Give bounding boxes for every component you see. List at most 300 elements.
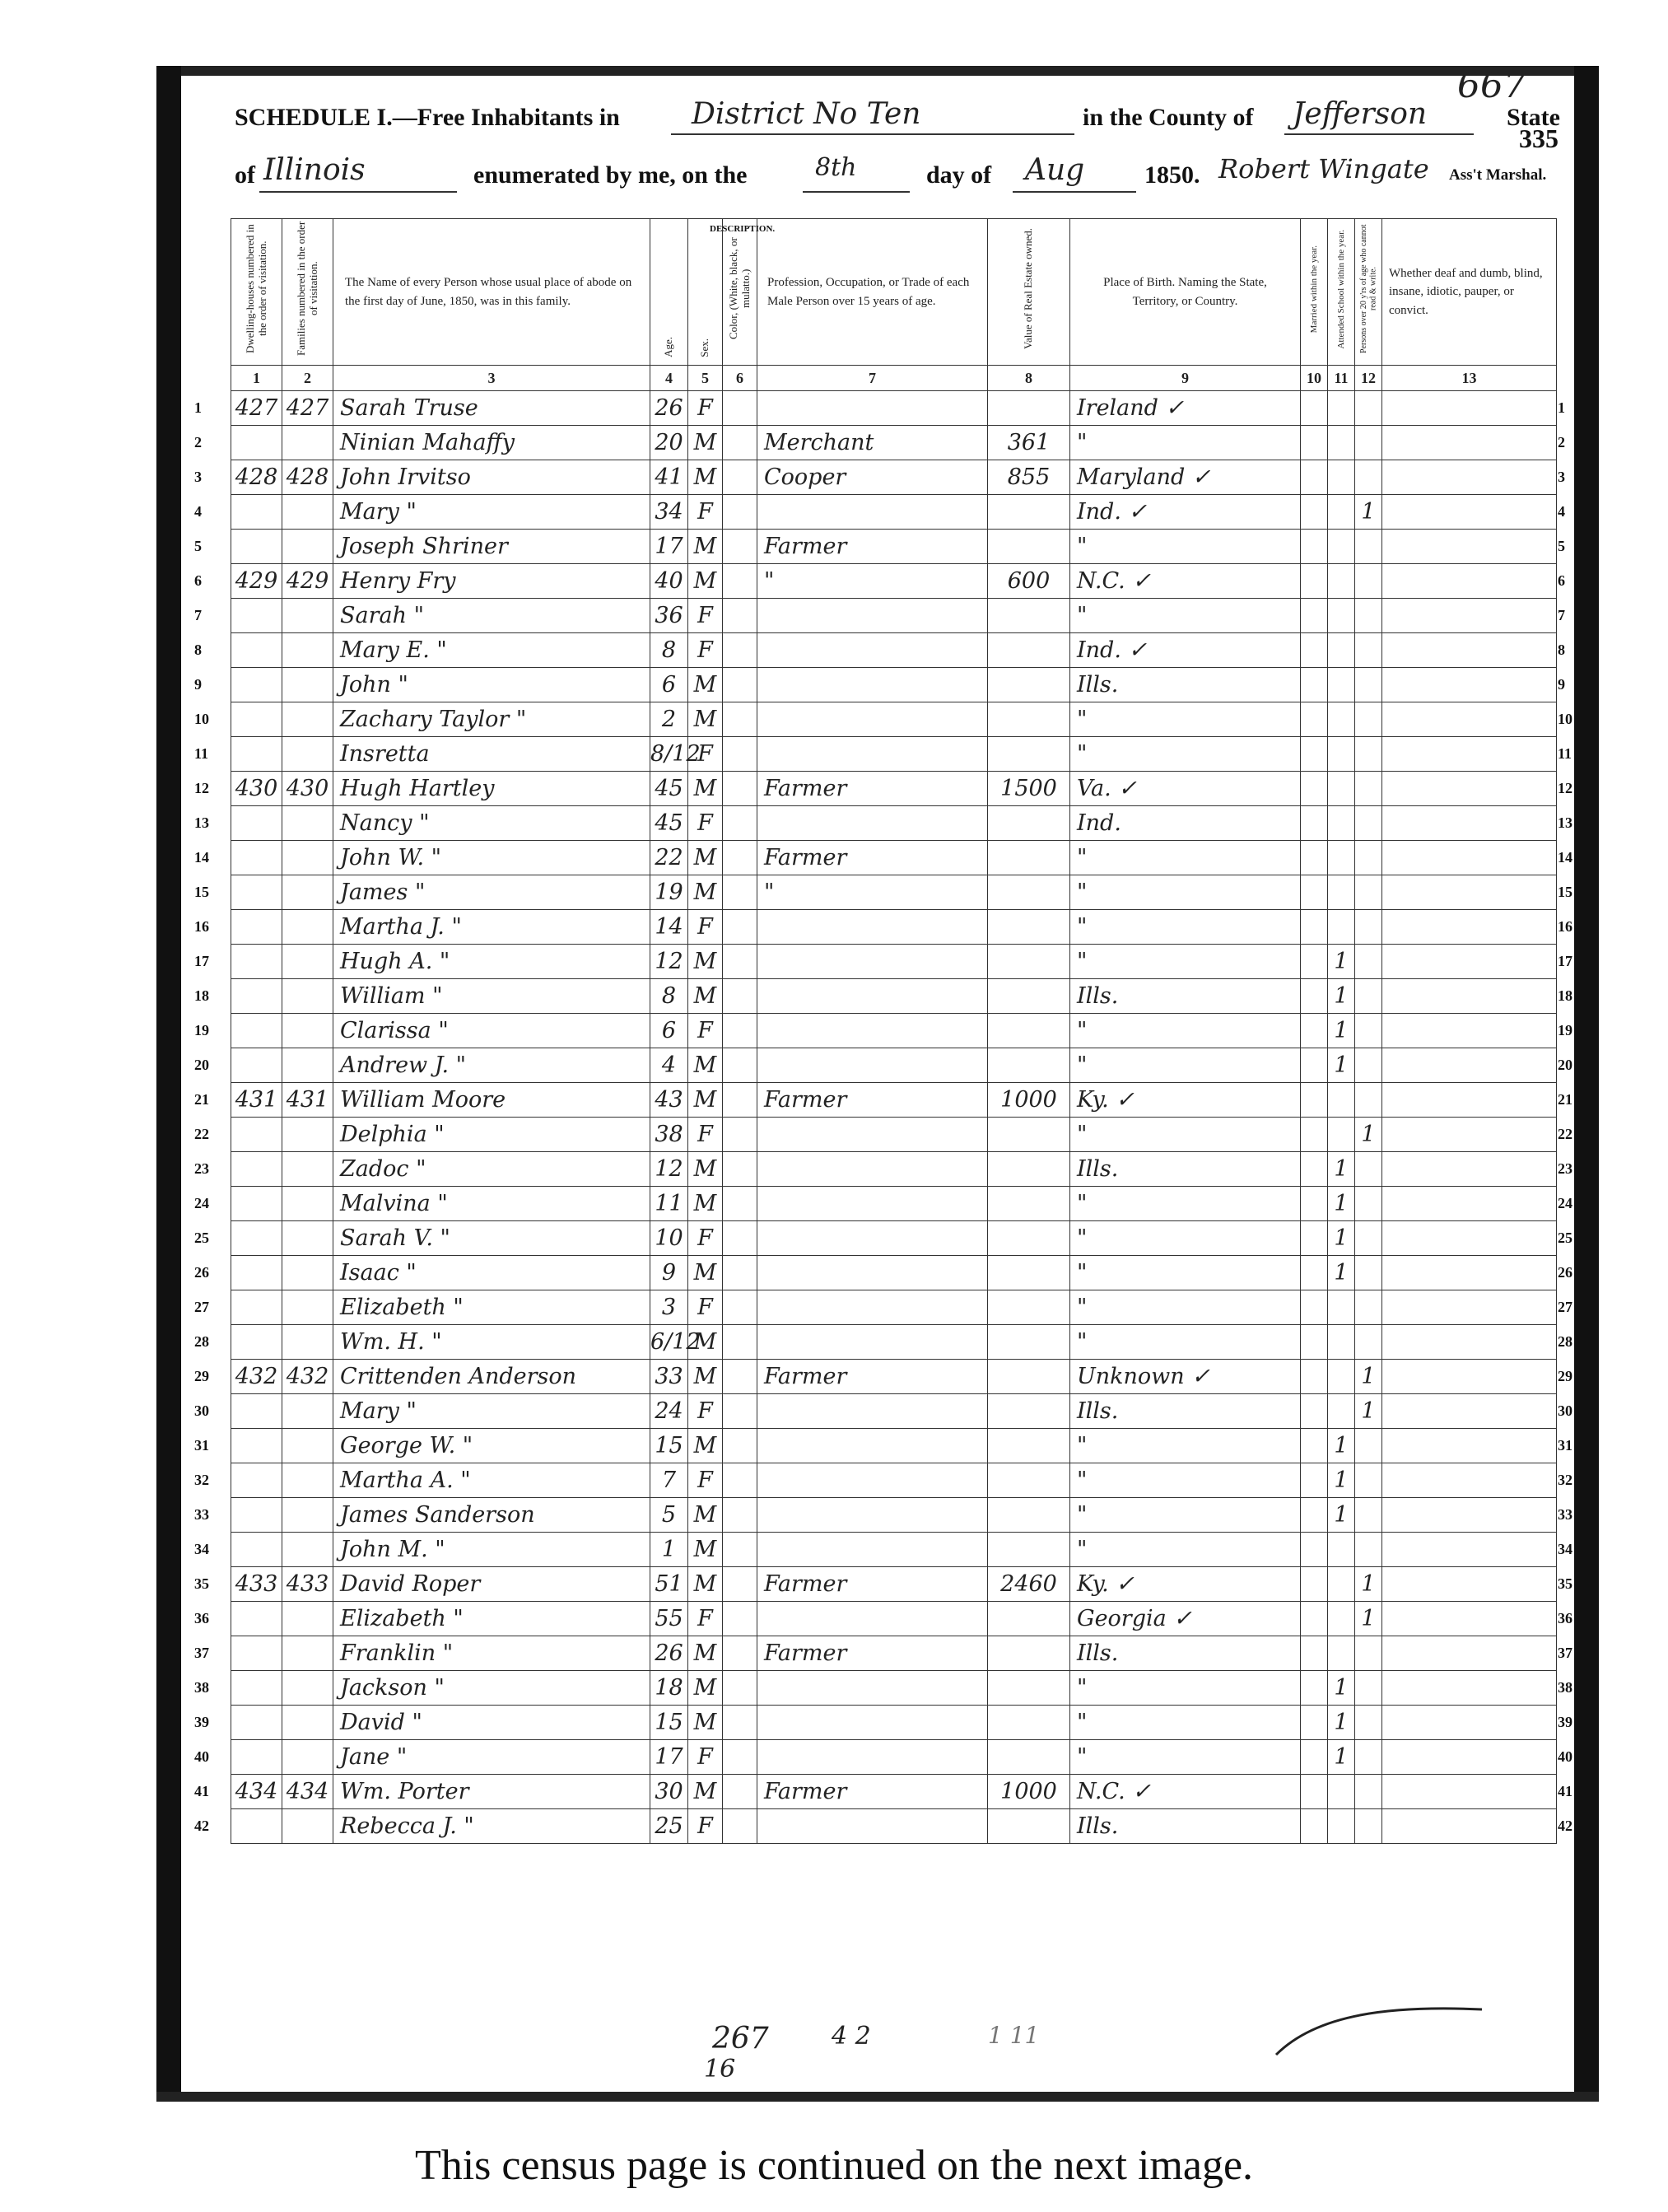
cell-occupation: [757, 702, 988, 737]
cell-married: [1301, 530, 1328, 564]
row-number-left: 3: [194, 468, 202, 485]
cell-sex: M: [688, 1429, 723, 1463]
cell-condition: [1382, 1221, 1557, 1256]
cell-family-number: [282, 1740, 333, 1775]
cell-married: [1301, 1360, 1328, 1394]
cell-cannot-read-write: [1355, 1533, 1382, 1567]
cell-color: [723, 1567, 757, 1602]
cell-real-estate-value: [988, 1636, 1070, 1671]
cell-age: 19: [650, 875, 688, 910]
cell-dwelling-number: [231, 1325, 282, 1360]
cell-age: 17: [650, 1740, 688, 1775]
cell-married: [1301, 1221, 1328, 1256]
table-row: [231, 1463, 1557, 1498]
cell-birthplace: N.C. ✓: [1070, 564, 1301, 599]
table-row: [231, 841, 1557, 875]
cell-dwelling-number: [231, 1463, 282, 1498]
cell-person-name: Insretta: [333, 737, 650, 772]
cell-real-estate-value: [988, 1394, 1070, 1429]
cell-cannot-read-write: 1: [1355, 1567, 1382, 1602]
day-value: 8th: [815, 153, 857, 182]
column-number: 7: [757, 366, 988, 391]
cell-family-number: [282, 979, 333, 1014]
cell-condition: [1382, 1498, 1557, 1533]
row-number-left: 4: [194, 502, 202, 520]
cell-condition: [1382, 841, 1557, 875]
cell-dwelling-number: 430: [231, 772, 282, 806]
cell-person-name: Jane ": [333, 1740, 650, 1775]
row-number-left: 15: [194, 883, 209, 900]
cell-occupation: ": [757, 875, 988, 910]
table-row: [231, 1740, 1557, 1775]
tally-total-d: 1 11: [988, 2022, 1040, 2049]
table-row: [231, 806, 1557, 841]
cell-cannot-read-write: [1355, 910, 1382, 945]
cell-occupation: [757, 1118, 988, 1152]
table-row: [231, 599, 1557, 633]
cell-attended-school: 1: [1328, 1429, 1355, 1463]
cell-family-number: [282, 1256, 333, 1290]
cell-birthplace: ": [1070, 875, 1301, 910]
table-row: [231, 1256, 1557, 1290]
cell-family-number: [282, 1706, 333, 1740]
cell-married: [1301, 945, 1328, 979]
cell-real-estate-value: [988, 391, 1070, 426]
row-number-right: 11: [1558, 744, 1572, 762]
cell-age: 36: [650, 599, 688, 633]
cell-color: [723, 1740, 757, 1775]
cell-married: [1301, 1775, 1328, 1809]
cell-color: [723, 1290, 757, 1325]
col-color-header: Color, (White, black, or mulatto.): [723, 219, 757, 366]
cell-dwelling-number: [231, 1429, 282, 1463]
table-row: [231, 1636, 1557, 1671]
description-group-label: DESCRIPTION.: [710, 224, 776, 234]
table-row: [231, 737, 1557, 772]
cell-color: [723, 1498, 757, 1533]
cell-age: 30: [650, 1775, 688, 1809]
cell-dwelling-number: [231, 841, 282, 875]
cell-married: [1301, 1567, 1328, 1602]
cell-occupation: [757, 1325, 988, 1360]
cell-occupation: Farmer: [757, 1083, 988, 1118]
cell-color: [723, 495, 757, 530]
cell-person-name: Zachary Taylor ": [333, 702, 650, 737]
cell-birthplace: ": [1070, 1706, 1301, 1740]
cell-condition: [1382, 460, 1557, 495]
cell-color: [723, 1118, 757, 1152]
row-number-left: 24: [194, 1194, 209, 1211]
cell-age: 20: [650, 426, 688, 460]
cell-occupation: [757, 1048, 988, 1083]
cell-birthplace: ": [1070, 702, 1301, 737]
cell-occupation: [757, 1394, 988, 1429]
cell-birthplace: ": [1070, 1048, 1301, 1083]
cell-sex: M: [688, 1048, 723, 1083]
cell-sex: M: [688, 1325, 723, 1360]
cell-color: [723, 1602, 757, 1636]
row-number-right: 13: [1558, 814, 1572, 831]
col-age-header: Age.: [650, 219, 688, 366]
cell-age: 14: [650, 910, 688, 945]
cell-married: [1301, 1533, 1328, 1567]
row-number-right: 28: [1558, 1332, 1572, 1350]
cell-attended-school: [1328, 1083, 1355, 1118]
cell-birthplace: ": [1070, 1671, 1301, 1706]
cell-birthplace: ": [1070, 945, 1301, 979]
cell-color: [723, 737, 757, 772]
cell-birthplace: Maryland ✓: [1070, 460, 1301, 495]
cell-birthplace: Ind. ✓: [1070, 495, 1301, 530]
district-underline: [671, 133, 1074, 135]
enumerated-label: enumerated by me, on the: [473, 161, 748, 189]
cell-birthplace: Ind.: [1070, 806, 1301, 841]
cell-occupation: [757, 599, 988, 633]
cell-person-name: Martha A. ": [333, 1463, 650, 1498]
cell-color: [723, 1083, 757, 1118]
cell-cannot-read-write: [1355, 1775, 1382, 1809]
row-number-left: 16: [194, 917, 209, 935]
cell-condition: [1382, 530, 1557, 564]
column-number: 9: [1070, 366, 1301, 391]
cell-birthplace: Ky. ✓: [1070, 1083, 1301, 1118]
cell-attended-school: [1328, 668, 1355, 702]
cell-sex: M: [688, 1533, 723, 1567]
cell-sex: F: [688, 1809, 723, 1844]
row-number-left: 11: [194, 744, 209, 762]
row-number-right: 25: [1558, 1229, 1572, 1246]
row-number-left: 25: [194, 1229, 209, 1246]
cell-cannot-read-write: [1355, 1048, 1382, 1083]
table-row: [231, 460, 1557, 495]
cell-person-name: Mary E. ": [333, 633, 650, 668]
cell-condition: [1382, 945, 1557, 979]
cell-age: 8: [650, 979, 688, 1014]
cell-family-number: [282, 1187, 333, 1221]
cell-real-estate-value: [988, 1463, 1070, 1498]
cell-color: [723, 460, 757, 495]
cell-birthplace: ": [1070, 1498, 1301, 1533]
cell-real-estate-value: [988, 841, 1070, 875]
cell-married: [1301, 1187, 1328, 1221]
table-row: [231, 1567, 1557, 1602]
row-number-right: 29: [1558, 1367, 1572, 1384]
row-number-left: 37: [194, 1644, 209, 1661]
cell-real-estate-value: [988, 495, 1070, 530]
cell-dwelling-number: [231, 1152, 282, 1187]
table-row: [231, 1706, 1557, 1740]
cell-real-estate-value: [988, 1602, 1070, 1636]
cell-sex: M: [688, 945, 723, 979]
cell-married: [1301, 1602, 1328, 1636]
cell-sex: F: [688, 1602, 723, 1636]
cell-real-estate-value: [988, 1221, 1070, 1256]
cell-real-estate-value: 1000: [988, 1083, 1070, 1118]
cell-cannot-read-write: [1355, 945, 1382, 979]
cell-person-name: Crittenden Anderson: [333, 1360, 650, 1394]
cell-cannot-read-write: 1: [1355, 495, 1382, 530]
cell-color: [723, 945, 757, 979]
cell-dwelling-number: 431: [231, 1083, 282, 1118]
cell-color: [723, 806, 757, 841]
column-number: 6: [723, 366, 757, 391]
column-number: 2: [282, 366, 333, 391]
cell-cannot-read-write: [1355, 875, 1382, 910]
table-row: [231, 495, 1557, 530]
table-row: [231, 772, 1557, 806]
cell-birthplace: Ills.: [1070, 979, 1301, 1014]
cell-condition: [1382, 391, 1557, 426]
cell-person-name: Hugh Hartley: [333, 772, 650, 806]
cell-sex: M: [688, 979, 723, 1014]
cell-sex: M: [688, 668, 723, 702]
cell-occupation: Cooper: [757, 460, 988, 495]
cell-sex: F: [688, 599, 723, 633]
table-row: [231, 391, 1557, 426]
cell-age: 43: [650, 1083, 688, 1118]
cell-sex: M: [688, 1775, 723, 1809]
row-number-left: 6: [194, 572, 202, 589]
cell-real-estate-value: [988, 1498, 1070, 1533]
cell-sex: M: [688, 1152, 723, 1187]
cell-color: [723, 875, 757, 910]
row-number-left: 8: [194, 641, 202, 658]
cell-cannot-read-write: [1355, 1187, 1382, 1221]
cell-person-name: David Roper: [333, 1567, 650, 1602]
cell-attended-school: [1328, 391, 1355, 426]
table-row: [231, 1187, 1557, 1221]
cell-sex: M: [688, 1083, 723, 1118]
cell-birthplace: N.C. ✓: [1070, 1775, 1301, 1809]
cell-married: [1301, 1671, 1328, 1706]
cell-real-estate-value: [988, 633, 1070, 668]
continuation-note: This census page is continued on the next image.: [414, 2142, 1254, 2189]
cell-sex: M: [688, 1636, 723, 1671]
district-value: District No Ten: [692, 97, 921, 131]
cell-dwelling-number: [231, 530, 282, 564]
cell-cannot-read-write: [1355, 460, 1382, 495]
row-number-left: 38: [194, 1678, 209, 1696]
cell-cannot-read-write: [1355, 530, 1382, 564]
cell-married: [1301, 875, 1328, 910]
col-dwelling-header: Dwelling-houses numbered in the order of visitation.: [231, 219, 282, 366]
cell-family-number: [282, 1152, 333, 1187]
row-number-left: 2: [194, 433, 202, 450]
cell-condition: [1382, 668, 1557, 702]
cell-occupation: [757, 945, 988, 979]
cell-married: [1301, 495, 1328, 530]
cell-occupation: [757, 1671, 988, 1706]
cell-cannot-read-write: [1355, 841, 1382, 875]
state-value: Illinois: [263, 153, 366, 187]
cell-person-name: William ": [333, 979, 650, 1014]
cell-color: [723, 841, 757, 875]
cell-person-name: Franklin ": [333, 1636, 650, 1671]
row-number-right: 2: [1558, 433, 1565, 450]
row-number-right: 4: [1558, 502, 1565, 520]
cell-color: [723, 599, 757, 633]
cell-family-number: 431: [282, 1083, 333, 1118]
cell-color: [723, 1256, 757, 1290]
cell-person-name: Clarissa ": [333, 1014, 650, 1048]
day-underline: [803, 191, 910, 193]
cell-dwelling-number: [231, 495, 282, 530]
cell-age: 5: [650, 1498, 688, 1533]
cell-dwelling-number: [231, 945, 282, 979]
cell-condition: [1382, 1567, 1557, 1602]
col-condition-header: Whether deaf and dumb, blind, insane, idiotic, pauper, or convict.: [1382, 219, 1557, 366]
cell-age: 55: [650, 1602, 688, 1636]
cell-dwelling-number: [231, 633, 282, 668]
cell-birthplace: Unknown ✓: [1070, 1360, 1301, 1394]
cell-cannot-read-write: [1355, 1636, 1382, 1671]
cell-attended-school: [1328, 910, 1355, 945]
row-number-left: 30: [194, 1402, 209, 1419]
cell-sex: F: [688, 391, 723, 426]
cell-married: [1301, 1809, 1328, 1844]
cell-occupation: [757, 979, 988, 1014]
row-number-left: 31: [194, 1436, 209, 1454]
row-number-left: 42: [194, 1817, 209, 1834]
cell-dwelling-number: 427: [231, 391, 282, 426]
marshal-name: Robert Wingate: [1218, 153, 1429, 184]
cell-birthplace: Ills.: [1070, 1152, 1301, 1187]
cell-family-number: [282, 1429, 333, 1463]
cell-sex: F: [688, 1290, 723, 1325]
cell-married: [1301, 599, 1328, 633]
cell-occupation: [757, 1221, 988, 1256]
cell-family-number: 434: [282, 1775, 333, 1809]
cell-color: [723, 910, 757, 945]
cell-married: [1301, 1083, 1328, 1118]
cell-birthplace: ": [1070, 1256, 1301, 1290]
county-value: Jefferson: [1293, 97, 1428, 131]
cell-real-estate-value: [988, 875, 1070, 910]
cell-dwelling-number: [231, 1533, 282, 1567]
cell-cannot-read-write: [1355, 737, 1382, 772]
cell-sex: M: [688, 426, 723, 460]
row-number-left: 12: [194, 779, 209, 796]
cell-birthplace: Va. ✓: [1070, 772, 1301, 806]
cell-condition: [1382, 564, 1557, 599]
month-value: Aug: [1025, 153, 1085, 187]
cell-birthplace: ": [1070, 910, 1301, 945]
table-row: [231, 1671, 1557, 1706]
table-row: [231, 1048, 1557, 1083]
cell-person-name: John Irvitso: [333, 460, 650, 495]
cell-age: 8/12: [650, 737, 688, 772]
cell-married: [1301, 668, 1328, 702]
county-underline: [1284, 133, 1474, 135]
cell-cannot-read-write: [1355, 668, 1382, 702]
row-number-right: 30: [1558, 1402, 1572, 1419]
scan-border-left: [156, 66, 181, 2100]
cell-age: 40: [650, 564, 688, 599]
column-number: 10: [1301, 366, 1328, 391]
cell-person-name: Wm. Porter: [333, 1775, 650, 1809]
cell-dwelling-number: [231, 668, 282, 702]
cell-birthplace: Ky. ✓: [1070, 1567, 1301, 1602]
county-label: in the County of: [1083, 104, 1254, 131]
cell-real-estate-value: [988, 1048, 1070, 1083]
cell-real-estate-value: [988, 1360, 1070, 1394]
row-number-left: 13: [194, 814, 209, 831]
cell-occupation: Farmer: [757, 530, 988, 564]
cell-married: [1301, 806, 1328, 841]
cell-occupation: [757, 1152, 988, 1187]
cell-sex: M: [688, 460, 723, 495]
cell-condition: [1382, 1360, 1557, 1394]
cell-real-estate-value: [988, 1671, 1070, 1706]
cell-sex: F: [688, 495, 723, 530]
cell-occupation: [757, 806, 988, 841]
cell-age: 9: [650, 1256, 688, 1290]
cell-sex: F: [688, 910, 723, 945]
row-number-left: 14: [194, 848, 209, 866]
row-number-right: 27: [1558, 1298, 1572, 1315]
cell-condition: [1382, 1706, 1557, 1740]
cell-sex: M: [688, 1256, 723, 1290]
table-row: [231, 1118, 1557, 1152]
cell-family-number: [282, 1048, 333, 1083]
cell-sex: F: [688, 1221, 723, 1256]
cell-person-name: Nancy ": [333, 806, 650, 841]
cell-real-estate-value: [988, 1325, 1070, 1360]
cell-dwelling-number: [231, 737, 282, 772]
row-number-right: 20: [1558, 1056, 1572, 1073]
state-label: State: [1507, 104, 1560, 131]
cell-family-number: [282, 599, 333, 633]
row-number-right: 8: [1558, 641, 1565, 658]
cell-person-name: Delphia ": [333, 1118, 650, 1152]
cell-cannot-read-write: [1355, 426, 1382, 460]
cell-cannot-read-write: [1355, 979, 1382, 1014]
cell-attended-school: 1: [1328, 1221, 1355, 1256]
cell-person-name: Henry Fry: [333, 564, 650, 599]
cell-real-estate-value: 855: [988, 460, 1070, 495]
cell-real-estate-value: [988, 1256, 1070, 1290]
cell-sex: F: [688, 1463, 723, 1498]
cell-person-name: James Sanderson: [333, 1498, 650, 1533]
cell-attended-school: 1: [1328, 1014, 1355, 1048]
cell-family-number: [282, 426, 333, 460]
cell-person-name: James ": [333, 875, 650, 910]
cell-condition: [1382, 599, 1557, 633]
cell-family-number: [282, 1602, 333, 1636]
cell-color: [723, 1636, 757, 1671]
cell-birthplace: ": [1070, 1533, 1301, 1567]
cell-age: 15: [650, 1429, 688, 1463]
scan-border-right: [1574, 66, 1599, 2100]
cell-sex: M: [688, 1567, 723, 1602]
cell-condition: [1382, 1463, 1557, 1498]
cell-real-estate-value: 2460: [988, 1567, 1070, 1602]
row-number-right: 33: [1558, 1505, 1572, 1523]
cell-condition: [1382, 910, 1557, 945]
cell-condition: [1382, 737, 1557, 772]
cell-family-number: [282, 668, 333, 702]
cell-sex: F: [688, 1740, 723, 1775]
cell-person-name: Elizabeth ": [333, 1290, 650, 1325]
column-number: 1: [231, 366, 282, 391]
cell-dwelling-number: [231, 1187, 282, 1221]
table-row: [231, 979, 1557, 1014]
cell-cannot-read-write: [1355, 564, 1382, 599]
cell-real-estate-value: [988, 599, 1070, 633]
cell-dwelling-number: [231, 426, 282, 460]
cell-sex: F: [688, 1014, 723, 1048]
cell-person-name: Hugh A. ": [333, 945, 650, 979]
